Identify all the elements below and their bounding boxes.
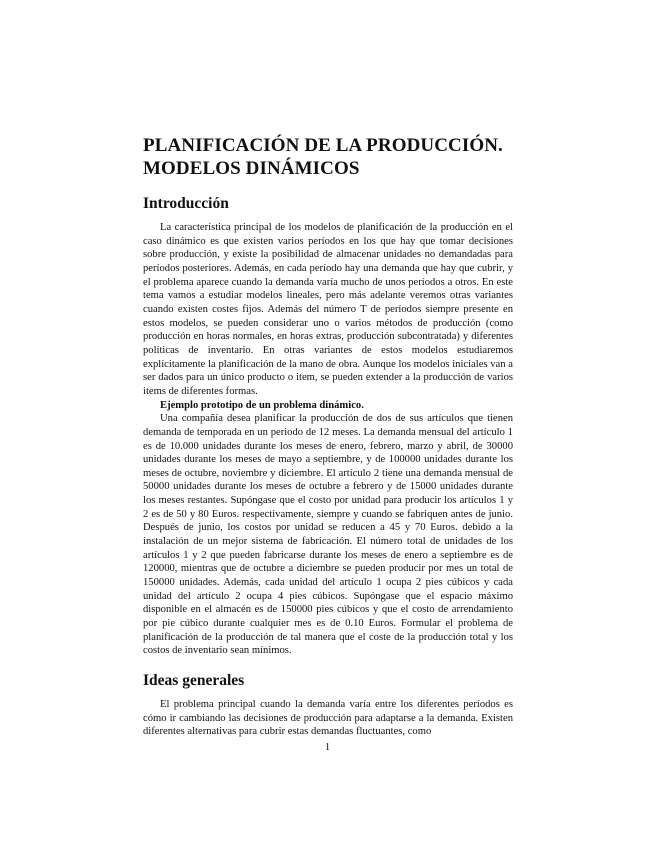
document-title <box>143 134 513 180</box>
title-line-1: PLANIFICACIÓN DE LA PRODUCCIÓN. <box>143 135 503 156</box>
ideas-paragraph: El problema principal cuando la demanda varía entre los diferentes períodos es cómo ir cambiando las decisiones de producción para adaptarse a la demanda. Existen diferentes alternativas para cubrir estas demandas fluctuantes, como <box>143 699 513 738</box>
intro-paragraph: La característica principal de los modelos de planificación de la producción en el caso dinámico es que existen varios períodos en los que hay que tomar decisiones sobre producción, y existe la posibilidad de almacenar unidades no demandadas para períodos posteriores. Además, en cada período hay una demanda que hay que cubrir, y el problema aparece cuando la demanda varía mucho de unos períodos a otros. En este tema vamos a estudiar modelos lineales, pero más adelante veremos otras variantes cuando existen costes fijos. Además del número T de períodos siempre presente en estos modelos, se pueden considerar uno o varios métodos de producción (como producción en horas normales, en horas extras, producción subcontratada) y diferentes políticas de inventario. En otras variantes de estos modelos estudiaremos explícitamente la planificación de la mano de obra. Aunque los modelos iniciales van a ser dados para un único producto o item, se pueden extender a la producción de varios items de diferentes formas. <box>143 222 513 397</box>
section-heading-ideas-generales: Ideas generales <box>143 672 245 689</box>
document-page <box>143 134 513 739</box>
example-paragraph: Una compañía desea planificar la producción de dos de sus artículos que tienen demanda de temporada en un periodo de 12 meses. La demanda mensual del artículo 1 es de 10.000 unidades durante los meses de enero, febrero, marzo y abril, de 30000 unidades durante los meses de mayo a septiembre, y de 100000 unidades durante los meses de octubre, noviembre y diciembre. El artículo 2 tiene una demanda mensual de 50000 unidades durante los meses de octubre a febrero y de 15000 unidades durante los meses restantes. Supóngase que el costo por unidad para producir los artículos 1 y 2 es de 50 y 80 Euros. respectivamente, siempre y cuando se fabriquen antes de junio. Después de junio, los costos por unidad se reducen a 45 y 70 Euros. debido a la instalación de un mejor sistema de fabricación. El número total de unidades de los artículos 1 y 2 que pueden fabricarse durante los meses de enero a septiembre es de 120000, mientras que de octubre a diciembre se pueden producir por mes un total de 150000 unidades. Además, cada unidad del artículo 1 ocupa 2 pies cúbicos y cada unidad del artículo 2 ocupa 4 pies cúbicos. Supóngase que el espacio máximo disponible en el almacén es de 150000 pies cúbicos y que el costo de arrendamiento por pie cúbico durante cualquier mes es de 0.10 Euros. Formular el problema de planificación de la producción de tal manera que el coste de la producción total y los costos de inventario sean mínimos. <box>143 413 513 657</box>
title-line-2: MODELOS DINÁMICOS <box>143 158 360 179</box>
example-subheading: Ejemplo prototipo de un problema dinámico. <box>160 399 364 411</box>
section-heading-introduccion: Introducción <box>143 195 229 212</box>
page-number: 1 <box>324 742 331 753</box>
